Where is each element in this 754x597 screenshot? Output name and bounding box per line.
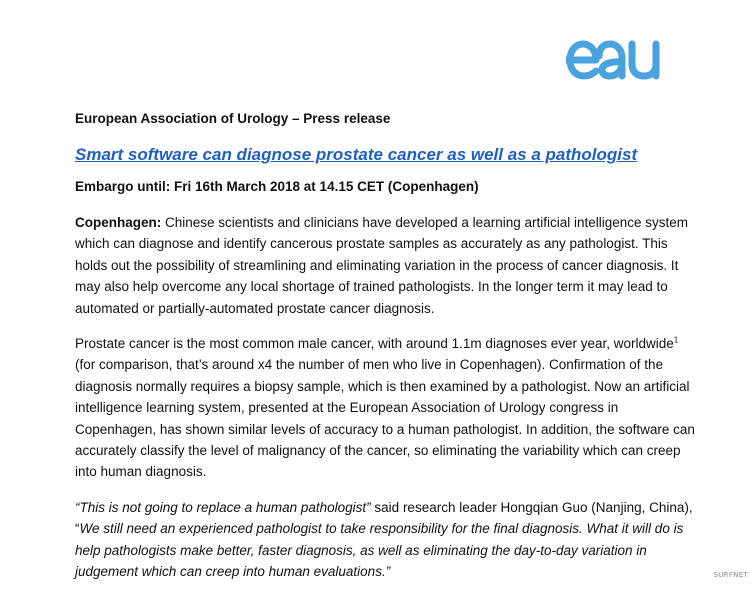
footnote-marker: 1	[673, 335, 679, 345]
paragraph-1	[75, 212, 695, 319]
paragraph-2-text-a: Prostate cancer is the most common male cancer, with around 1.1m diagnoses ever year, worldwide	[75, 336, 674, 352]
org-press-release-heading: European Association of Urology – Press release	[75, 111, 391, 126]
paragraph-2-text-b: (for comparison, that’s around x4 the number of men who live in Copenhagen). Confirmation of the diagnosis normally requires a biopsy sample, which is then examined by a pathologist. Now an artificial intelligence learning system, presented at the European Association of Urology congress in Copenhagen, has shown similar levels of accuracy to a human pathologist. In addition, the software can accurately classify the level of malignancy of the cancer, so eliminating the variability which can creep into human diagnosis.	[75, 357, 695, 480]
embargo-line: Embargo until: Fri 16th March 2018 at 14.15 CET (Copenhagen)	[75, 179, 479, 194]
dateline: Copenhagen:	[75, 215, 162, 230]
paragraph-3	[75, 497, 695, 583]
attribution: said research leader Hongqian Guo (Nanjing, China), “	[75, 499, 693, 537]
headline-link[interactable]: Smart software can diagnose prostate cancer as well as a pathologist	[75, 145, 638, 164]
press-release-content	[75, 110, 695, 597]
quote-1: “This is not going to replace a human pathologist”	[75, 499, 371, 515]
source-watermark: SURFNET	[713, 571, 748, 579]
paragraph-1-text: Chinese scientists and clinicians have developed a learning artificial intelligence system which can diagnose and identify cancerous prostate samples as accurately as any pathologist. This holds out the possibility of streamlining and eliminating variation in the process of cancer diagnosis. It may also help overcome any local shortage of trained pathologists. In the longer term it may lead to automated or partially-automated prostate cancer diagnosis.	[75, 215, 689, 316]
quote-2: We still need an experienced pathologist to take responsibility for the final diagnosis. What it will do is help pathologists make better, faster diagnosis, as well as eliminating the day-to-day variation in judgement which can creep into human evaluations.”	[75, 521, 684, 580]
eau-logo	[566, 36, 676, 84]
paragraph-2	[75, 333, 695, 483]
